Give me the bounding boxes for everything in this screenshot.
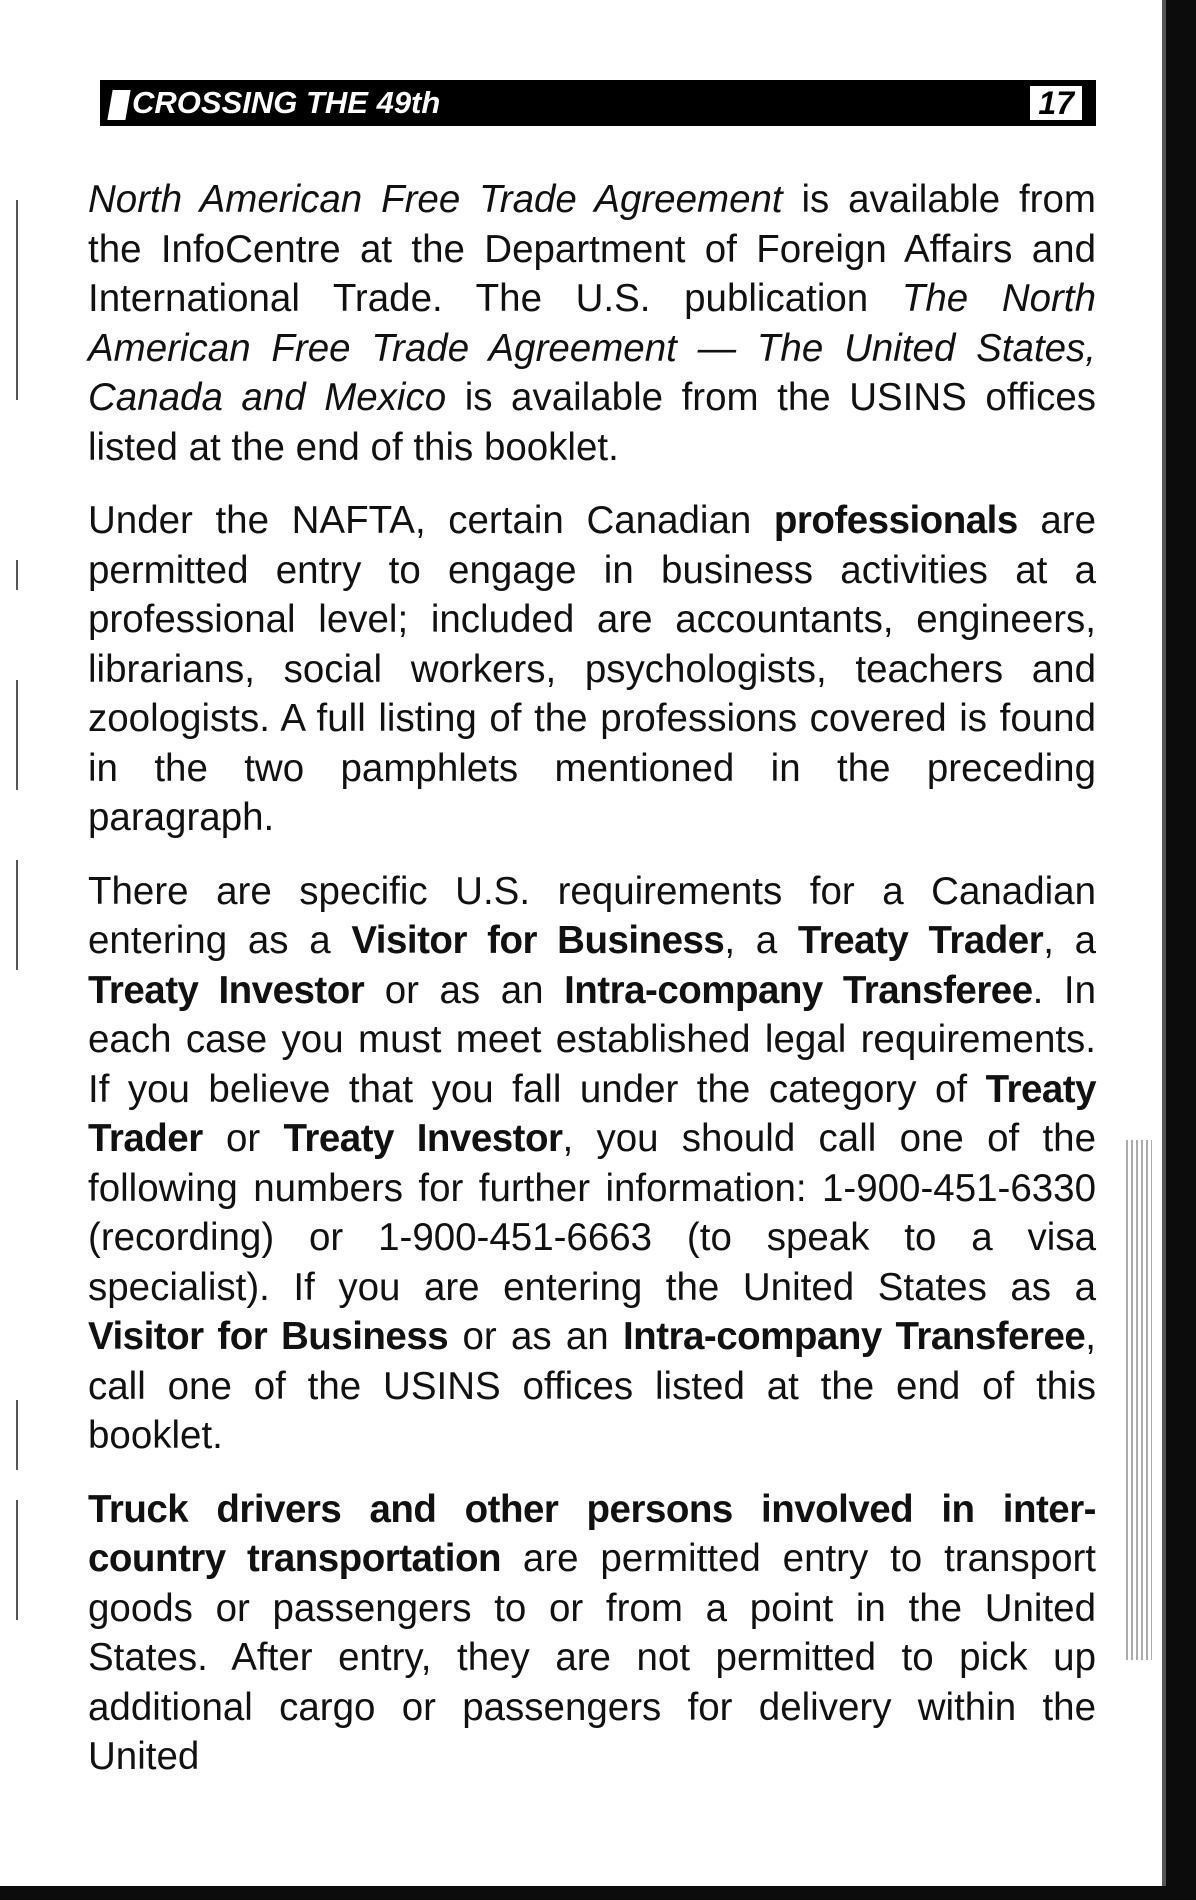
bold-term: professionals: [773, 499, 1018, 542]
running-header: [100, 80, 1096, 126]
paragraph-nafta-publications: [88, 175, 1096, 472]
running-header-title: [110, 85, 440, 121]
italic-title: The North American Free Trade Agreement — The United States, Canada and Mexico: [88, 277, 1096, 419]
text-run: , a: [1043, 919, 1096, 962]
bold-term: Intra-company Transferee: [564, 968, 1033, 1012]
paragraph-professionals: [88, 496, 1096, 843]
text-run: or: [202, 1117, 284, 1160]
text-run: is available from the InfoCentre at the Department of Foreign Affairs and International Trade. The U.S. publication: [88, 178, 1096, 320]
text-run: are permitted entry to transport goods or passengers to or from a point in the United States. After entry, they are not permitted to pick up additional cargo or passengers for delivery within the United: [88, 1537, 1096, 1778]
bold-term: Intra-company Transferee: [622, 1315, 1086, 1358]
page-body: [88, 175, 1096, 1806]
paragraph-business-categories: [88, 867, 1096, 1461]
bold-term: Visitor for Business: [88, 1315, 449, 1358]
text-run: or as an: [448, 1315, 623, 1358]
bold-term: Treaty Investor: [283, 1117, 563, 1160]
bold-term: Visitor for Business: [351, 919, 725, 962]
paragraph-truck-drivers: [88, 1485, 1096, 1782]
scan-edge-right: [1166, 0, 1196, 1900]
scan-edge-bottom: [0, 1886, 1196, 1900]
text-run: Under the NAFTA, certain Canadian: [88, 499, 774, 542]
text-run: is available from the USINS offices listed at the end of this booklet.: [88, 376, 1096, 469]
italic-title: North American Free Trade Agreement: [88, 178, 783, 221]
scan-speckle: [1126, 1140, 1152, 1660]
bold-term: Truck drivers and other persons involved in inter-country transportation: [88, 1487, 1096, 1580]
text-run: or as an: [364, 968, 565, 1012]
text-run: , you should call one of the following numbers for further information: 1-900-451-6330 (recording) or 1-900-451-6663 (to speak to a visa specialist). If you are entering the United States as a: [88, 1117, 1096, 1309]
scan-edge-shadow: [1162, 0, 1166, 1900]
running-header-title-text: CROSSING THE 49th: [132, 85, 441, 120]
bold-term: Treaty Trader: [88, 1067, 1096, 1160]
page-number: 17: [1030, 86, 1082, 120]
bold-term: Treaty Investor: [88, 968, 365, 1012]
bold-term: Treaty Trader: [797, 919, 1044, 962]
text-run: , a: [724, 919, 798, 962]
text-run: are permitted entry to engage in business activities at a professional level; included are accountants, engineers, librarians, social workers, psychologists, teachers and zoologists. A full listing of the professions covered is found in the two pamphlets mentioned in the preceding paragraph.: [88, 499, 1096, 839]
text-run: . In each case you must meet established legal requirements. If you believe that you fall under the category of: [88, 968, 1096, 1111]
text-run: There are specific U.S. requirements for a Canadian entering as a: [88, 869, 1096, 962]
header-block-mark: [107, 90, 130, 120]
text-run: , call one of the USINS offices listed at the end of this booklet.: [88, 1315, 1096, 1457]
